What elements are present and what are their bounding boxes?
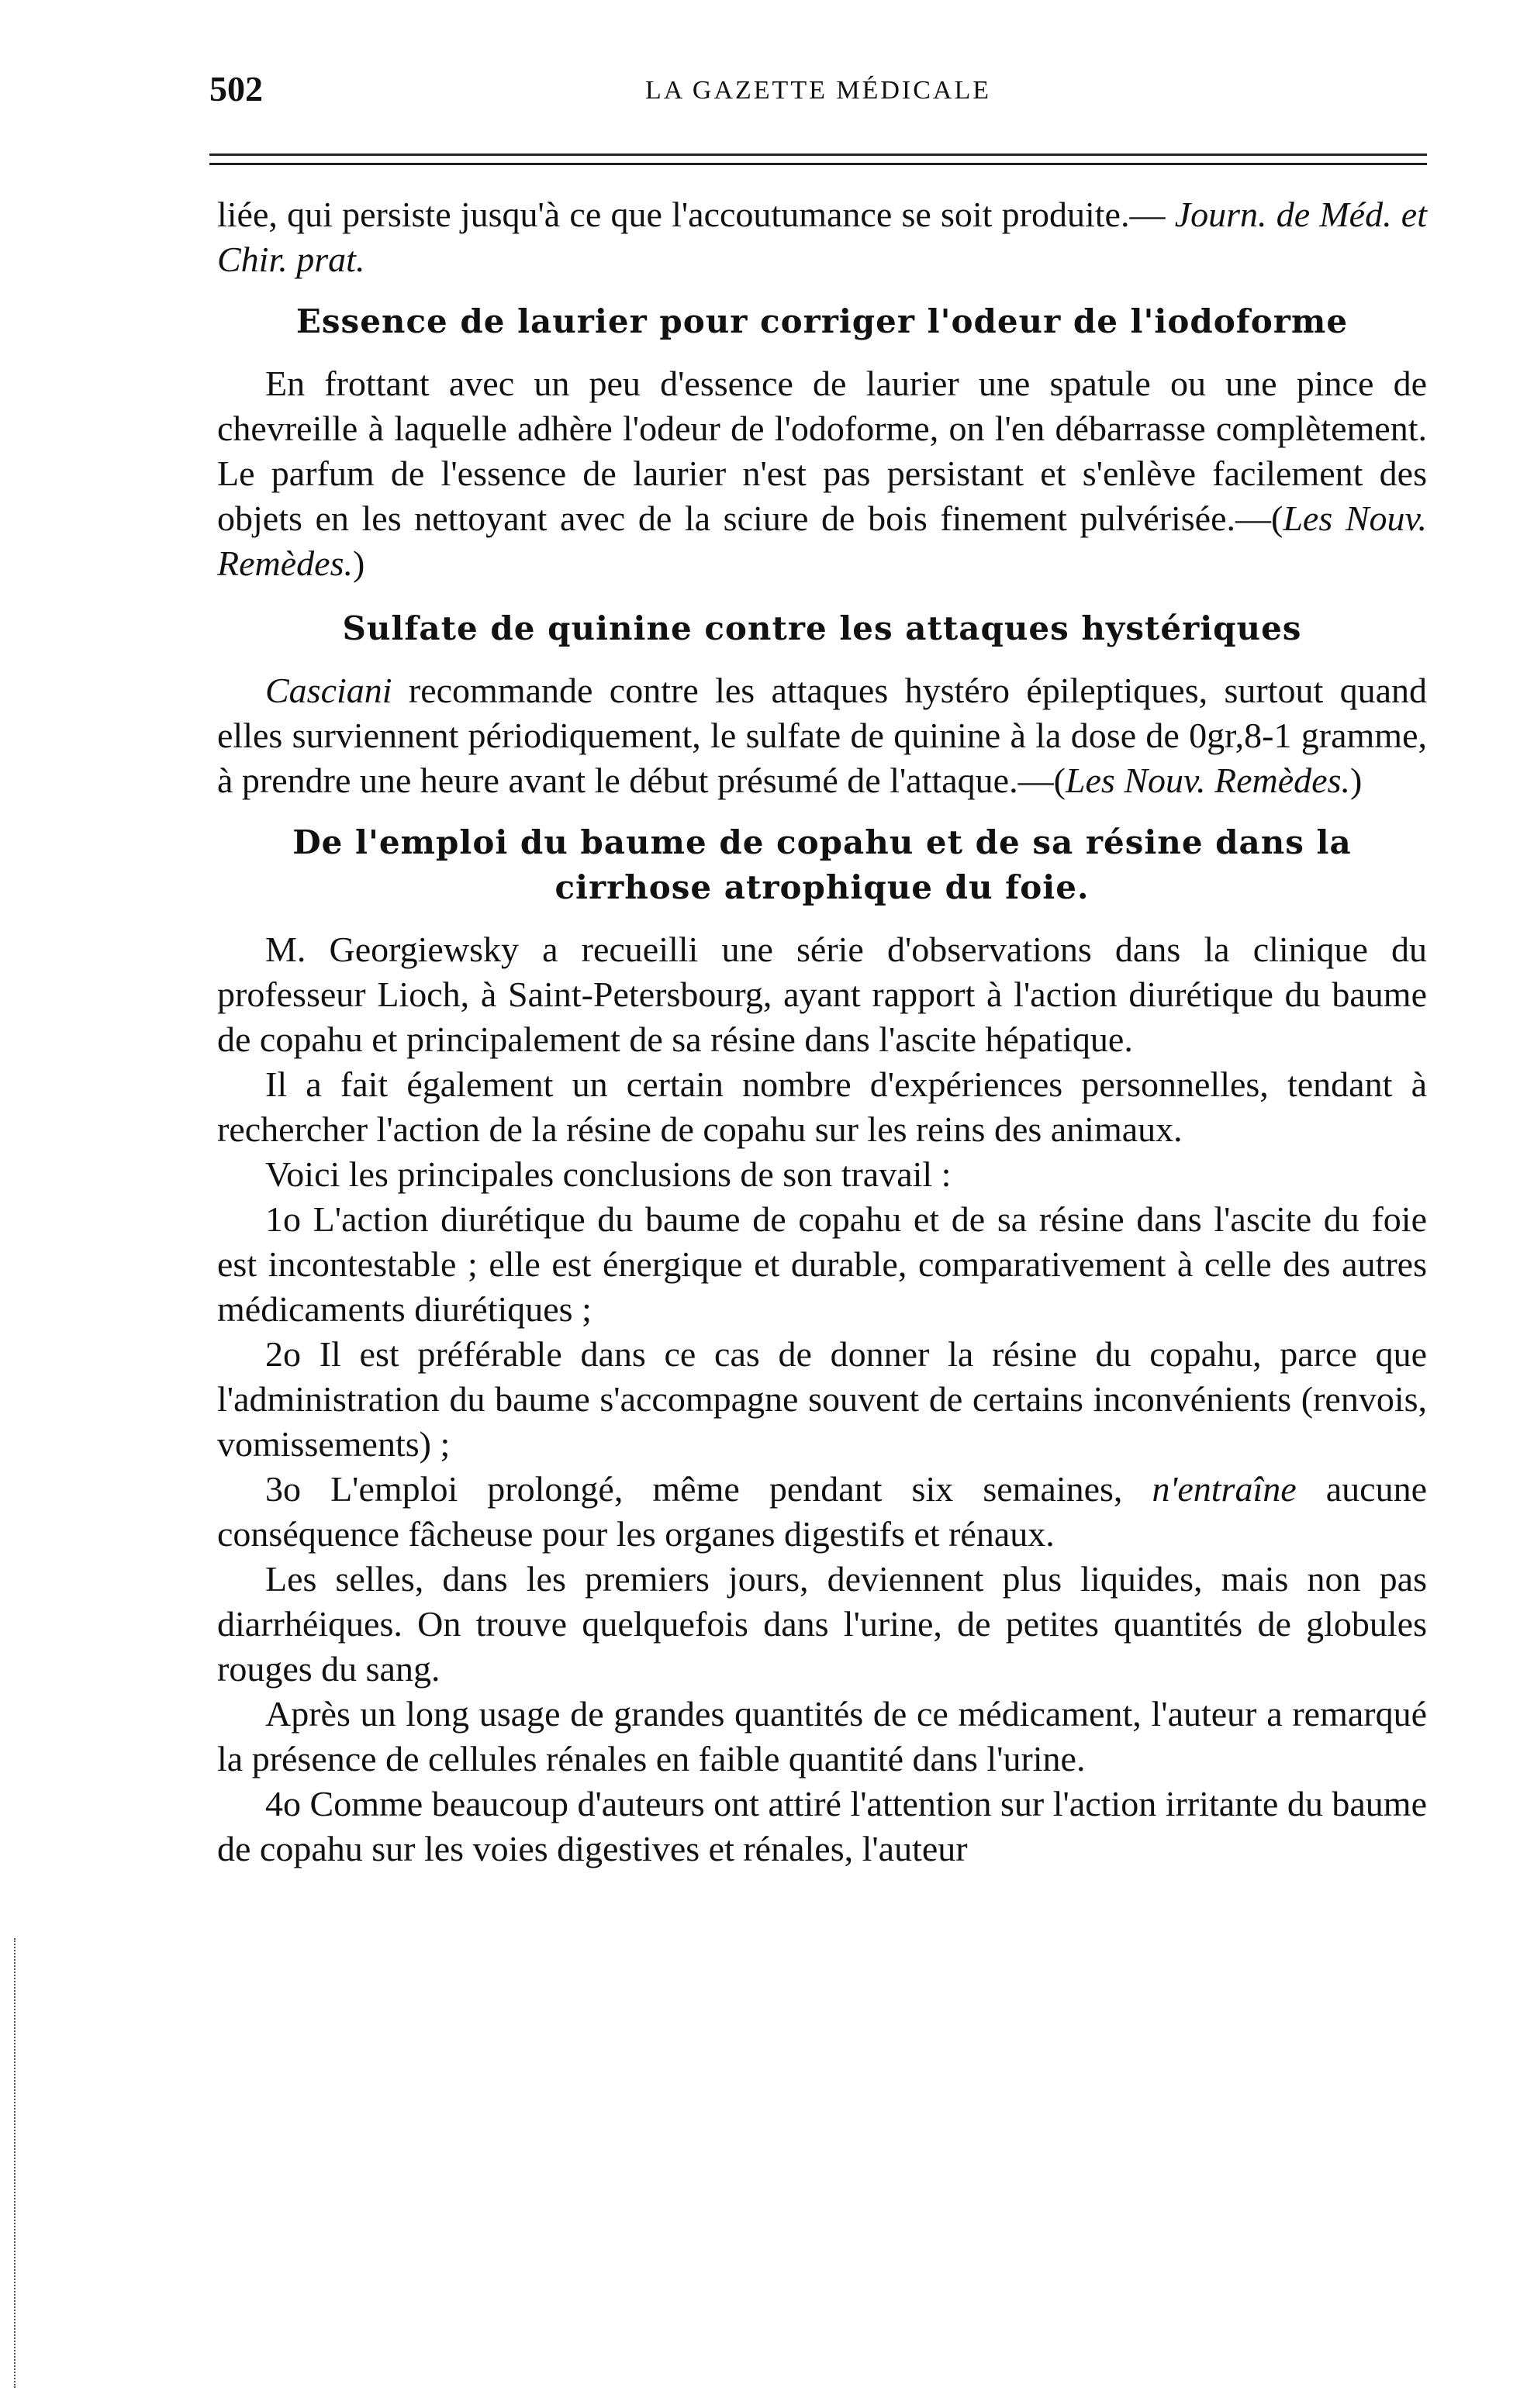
section-heading-quinine: Sulfate de quinine contre les attaques hystériques: [342, 609, 1302, 647]
continued-paragraph: liée, qui persiste jusqu'à ce que l'accoutumance se soit produite.— Journ. de Méd. et Chir. prat.: [217, 195, 1427, 279]
article-body: [217, 192, 1427, 1872]
citation: Journ. de Méd. et Chir. prat.: [217, 195, 1427, 279]
page-header: [209, 68, 1427, 122]
scan-margin-marks: [14, 1938, 22, 2388]
paragraph: Il a fait également un certain nombre d'expériences personnelles, tendant à rechercher l'action de la résine de copahu sur les reins des animaux.: [217, 1064, 1427, 1149]
page-number: 502: [209, 69, 263, 109]
paragraph: M. Georgiewsky a recueilli une série d'observations dans la clinique du professeur Lioch, à Saint-Petersbourg, ayant rapport à l'action diurétique du baume de copahu et principalement de sa résine dans l'ascite hépatique.: [217, 930, 1427, 1059]
paragraph-conclusion-1: 1o L'action diurétique du baume de copahu et de sa résine dans l'ascite du foie est incontestable ; elle est énergique et durable, comparativement à celle des autres médicaments diurétiques ;: [217, 1199, 1427, 1329]
paragraph-conclusion-2: 2o Il est préférable dans ce cas de donner la résine du copahu, parce que l'administration du baume s'accompagne souvent de certains inconvénients (renvois, vomissements) ;: [217, 1334, 1427, 1464]
paragraph-laurier: En frottant avec un peu d'essence de laurier une spatule ou une pince de chevreille à laquelle adhère l'odeur de l'odoforme, on l'en débarrasse complètement. Le parfum de l'essence de laurier n'est pas persistant et s'enlève facilement des objets en les nettoyant avec de la sciure de bois finement pulvérisée.—(Les Nouv. Remèdes.): [217, 364, 1427, 583]
section-heading-copahu: De l'emploi du baume de copahu et de sa résine dans la cirrhose atrophique du foie.: [292, 823, 1352, 906]
citation: Les Nouv. Remèdes.: [1065, 761, 1350, 800]
header-rule-top: [209, 154, 1427, 156]
paragraph: Après un long usage de grandes quantités de ce médicament, l'auteur a remarqué la présence de cellules rénales en faible quantité dans l'urine.: [217, 1694, 1427, 1778]
paragraph: Les selles, dans les premiers jours, deviennent plus liquides, mais non pas diarrhéiques. On trouve quelquefois dans l'urine, de petites quantités de globules rouges du sang.: [217, 1559, 1427, 1689]
journal-title: LA GAZETTE MÉDICALE: [644, 76, 992, 105]
paragraph-quinine: Casciani recommande contre les attaques hystéro épileptiques, surtout quand elles surviennent périodiquement, le sulfate de quinine à la dose de 0gr,8-1 gramme, à prendre une heure avant le début présumé de l'attaque.—(Les Nouv. Remèdes.): [217, 671, 1427, 800]
emphasis: n'entraîne: [1152, 1469, 1297, 1509]
section-heading-laurier: Essence de laurier pour corriger l'odeur de l'iodoforme: [295, 302, 1349, 340]
paragraph-conclusion-4: 4o Comme beaucoup d'auteurs ont attiré l'attention sur l'action irritante du baume de copahu sur les voies digestives et rénales, l'auteur: [217, 1784, 1427, 1868]
paragraph: Voici les principales conclusions de son travail :: [265, 1154, 952, 1194]
header-rule-bottom: [209, 163, 1427, 165]
citation: Les Nouv. Remèdes.: [217, 499, 1427, 583]
author-name: Casciani: [265, 671, 392, 710]
paragraph-conclusion-3: 3o L'emploi prolongé, même pendant six semaines, n'entraîne aucune conséquence fâcheuse pour les organes digestifs et rénaux.: [217, 1469, 1427, 1554]
